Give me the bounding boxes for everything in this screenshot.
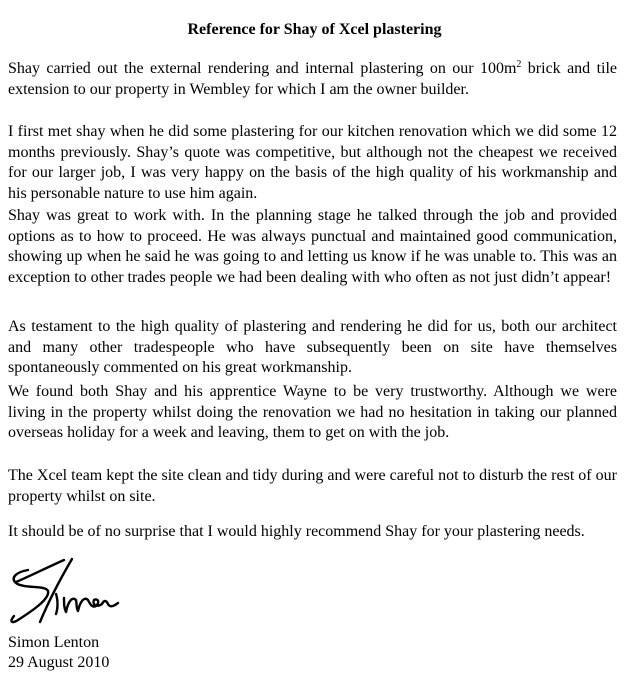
- handwritten-signature: [6, 556, 126, 628]
- paragraph-7: It should be of no surprise that I would highly recommend Shay for your plastering needs.: [8, 523, 585, 540]
- paragraph-1: [8, 59, 617, 100]
- signer-name: Simon Lenton: [8, 634, 100, 651]
- letter-title: Reference for Shay of Xcel plastering: [187, 21, 442, 38]
- paragraph-2: I first met shay when he did some plastering for our kitchen renovation which we did some 12 months previously. Shay’s quote was competitive, but although not the cheapest we received for our larger job, I was very happy on the basis of the high quality of his workmanship and his personable nature to use him again.: [8, 123, 617, 202]
- paragraph-1-text-continued: brick and tile extension to our property in Wembley for which I am the owner builder.: [8, 60, 618, 98]
- letter-date: 29 August 2010: [8, 654, 110, 671]
- paragraph-3: Shay was great to work with. In the planning stage he talked through the job and provided options as to how to proceed. He was always punctual and maintained good communication, showing up when he said he was going to and letting us know if he was unable to. This was an exception to other trades people we had been dealing with who often as not just didn’t appear!: [8, 207, 617, 286]
- superscript-squared: 2: [516, 59, 522, 70]
- paragraph-4: As testament to the high quality of plastering and rendering he did for us, both our architect and many other tradespeople who have subsequently been on site have themselves spontaneously commented on his great workmanship.: [8, 318, 617, 376]
- paragraph-1-text: Shay carried out the external rendering and internal plastering on our 100m: [8, 60, 517, 77]
- paragraph-5: We found both Shay and his apprentice Wayne to be very trustworthy. Although we were living in the property whilst doing the renovation we had no hesitation in taking our planned overseas holiday for a week and leaving, them to get on with the job.: [8, 383, 617, 441]
- paragraph-6: The Xcel team kept the site clean and tidy during and were careful not to disturb the rest of our property whilst on site.: [8, 467, 617, 505]
